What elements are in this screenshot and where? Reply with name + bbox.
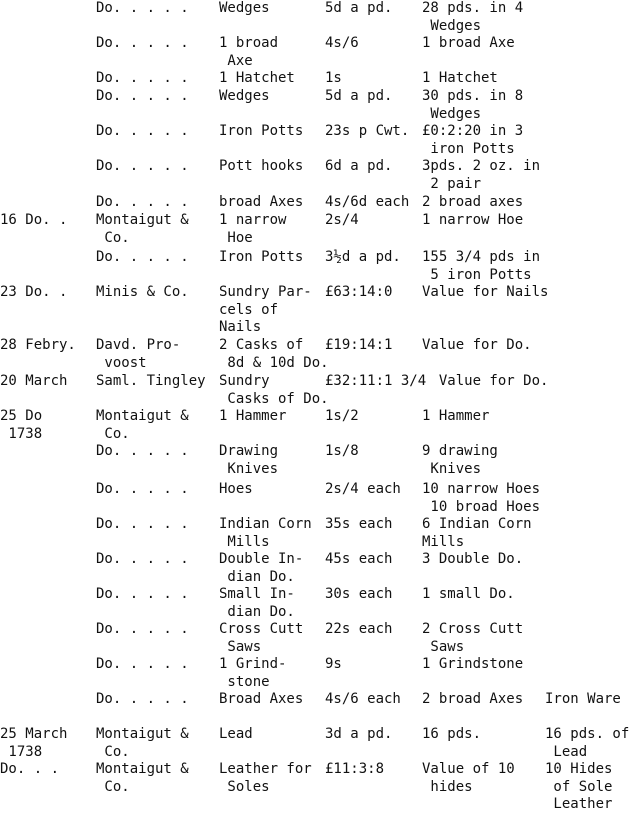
- supplier-cell: [96, 158, 189, 176]
- cell-line: £63:14:0: [325, 284, 393, 300]
- description-cell: [422, 158, 540, 193]
- cell-line: Do. . . . .: [96, 516, 189, 532]
- cell-line: 45s each: [325, 551, 393, 567]
- price-cell: [325, 726, 392, 744]
- cell-line: Cross Cutt: [219, 621, 304, 637]
- cell-line: Do. . . . .: [96, 35, 189, 51]
- price-cell: [325, 373, 426, 391]
- item-cell: [219, 726, 253, 744]
- supplier-cell: [96, 212, 189, 247]
- cell-line: Do. . . . .: [96, 691, 189, 707]
- date-cell: [0, 212, 67, 230]
- cell-line: 30s each: [325, 586, 393, 602]
- price-cell: [325, 0, 392, 18]
- cell-line: Do. . . . .: [96, 481, 189, 497]
- cell-line: Saml. Tingley: [96, 373, 206, 389]
- cell-line: 4s/6d each: [325, 194, 410, 210]
- cell-line: Axe: [219, 52, 253, 69]
- cell-line: £0:2:20 in 3: [422, 123, 524, 139]
- cell-line: 1s/8: [325, 443, 359, 459]
- description-cell: [422, 35, 515, 53]
- cell-line: 155 3/4 pds in: [422, 249, 541, 265]
- cell-line: Mills: [422, 533, 465, 550]
- cell-line: 2 Cross Cutt: [422, 621, 524, 637]
- cell-line: 28 pds. in 4: [422, 0, 524, 16]
- cell-line: Drawing: [219, 443, 279, 459]
- price-cell: [325, 123, 409, 141]
- item-cell: [219, 761, 312, 796]
- cell-line: Hoe: [219, 229, 253, 246]
- cell-line: 3½d a pd.: [325, 249, 401, 265]
- cell-line: Davd. Pro-: [96, 337, 181, 353]
- cell-line: Wedges: [422, 17, 482, 34]
- supplier-cell: [96, 88, 189, 106]
- cell-line: 3 Double Do.: [422, 551, 524, 567]
- item-cell: [219, 70, 295, 88]
- item-cell: [219, 194, 303, 212]
- description-cell: [422, 337, 532, 355]
- cell-line: Sundry Par-: [219, 284, 312, 300]
- supplier-cell: [96, 481, 189, 499]
- cell-line: £11:3:8: [325, 761, 385, 777]
- price-cell: [325, 408, 359, 426]
- cell-line: 1738: [0, 743, 43, 760]
- cell-line: dian Do.: [219, 603, 295, 620]
- cell-line: Do. . . . .: [96, 249, 189, 265]
- price-cell: [325, 35, 359, 53]
- cell-line: 1 Hatchet: [422, 70, 498, 86]
- cell-line: 8d & 10d Do.: [219, 354, 329, 371]
- supplier-cell: [96, 516, 189, 534]
- price-cell: [325, 621, 392, 639]
- price-cell: [325, 443, 359, 461]
- supplier-cell: [96, 373, 206, 391]
- cell-line: Co.: [96, 229, 130, 246]
- cell-line: 28 Febry.: [0, 337, 76, 353]
- price-cell: [325, 761, 384, 779]
- description-cell: [422, 70, 498, 88]
- item-cell: [219, 123, 303, 141]
- cell-line: hides: [422, 778, 473, 795]
- cell-line: Do. . . . .: [96, 88, 189, 104]
- description-cell: [422, 249, 540, 284]
- cell-line: 10 broad Hoes: [422, 498, 541, 515]
- price-cell: [325, 88, 392, 106]
- cell-line: Saws: [219, 638, 262, 655]
- description-cell: [422, 373, 548, 391]
- description-cell: [422, 194, 523, 212]
- cell-line: stone: [219, 673, 270, 690]
- cell-line: 1 broad Axe: [422, 35, 515, 51]
- item-cell: [219, 284, 312, 337]
- cell-line: dian Do.: [219, 568, 295, 585]
- cell-line: cels of: [219, 301, 279, 318]
- cell-line: iron Potts: [422, 140, 515, 157]
- supplier-cell: [96, 70, 189, 88]
- description-cell: [422, 656, 523, 674]
- item-cell: [219, 88, 270, 106]
- cell-line: 3d a pd.: [325, 726, 393, 742]
- cell-line: 22s each: [325, 621, 393, 637]
- cell-line: 1 Grindstone: [422, 656, 524, 672]
- description-cell: [422, 481, 540, 516]
- supplier-cell: [96, 284, 189, 302]
- price-cell: [325, 70, 342, 88]
- price-cell: [325, 586, 392, 604]
- cell-line: Indian Corn: [219, 516, 312, 532]
- supplier-cell: [96, 249, 189, 267]
- cell-line: Iron Potts: [219, 249, 304, 265]
- price-cell: [325, 194, 409, 212]
- cell-line: Wedges: [422, 105, 482, 122]
- cell-line: 1 broad: [219, 35, 279, 51]
- cell-line: Soles: [219, 778, 270, 795]
- cell-line: 9s: [325, 656, 342, 672]
- description-cell: [422, 551, 523, 569]
- date-cell: [0, 373, 67, 391]
- cell-line: Do. . . . .: [96, 621, 189, 637]
- cell-line: Do. . . . .: [96, 443, 189, 459]
- cell-line: Montaigut &: [96, 726, 189, 742]
- description-cell: [422, 443, 498, 478]
- supplier-cell: [96, 35, 189, 53]
- price-cell: [325, 691, 401, 709]
- date-cell: [0, 726, 67, 761]
- cell-line: 1 Hammer: [219, 408, 287, 424]
- description-cell: [422, 0, 523, 35]
- cell-line: Leather: [545, 796, 613, 813]
- cell-line: 1738: [0, 425, 43, 442]
- price-cell: [325, 284, 392, 302]
- cell-line: 2s/4: [325, 212, 359, 228]
- cell-line: Value for Do.: [422, 337, 532, 353]
- item-cell: [219, 337, 329, 372]
- item-cell: [219, 551, 303, 586]
- cell-line: £32:11:1 3/4: [325, 373, 427, 389]
- description-cell: [422, 408, 489, 426]
- item-cell: [219, 373, 329, 408]
- supplier-cell: [96, 337, 180, 372]
- cell-line: Do. . .: [0, 761, 60, 777]
- supplier-cell: [96, 761, 189, 796]
- price-cell: [325, 337, 392, 355]
- cell-line: 10 narrow Hoes: [422, 481, 541, 497]
- cell-line: 23s p Cwt.: [325, 123, 410, 139]
- item-cell: [219, 158, 303, 176]
- supplier-cell: [96, 656, 189, 674]
- item-cell: [219, 586, 295, 621]
- cell-line: Do. . . . .: [96, 656, 189, 672]
- cell-line: 1 Hammer: [422, 408, 490, 424]
- category-cell: [545, 691, 621, 709]
- description-cell: [422, 516, 532, 551]
- cell-line: Co.: [96, 743, 130, 760]
- description-cell: [422, 586, 515, 604]
- cell-line: Iron Ware: [545, 691, 621, 707]
- price-cell: [325, 656, 342, 674]
- item-cell: [219, 621, 303, 656]
- cell-line: 9 drawing: [422, 443, 498, 459]
- cell-line: 5 iron Potts: [422, 266, 532, 283]
- cell-line: Co.: [96, 425, 130, 442]
- cell-line: Pott hooks: [219, 158, 304, 174]
- cell-line: Value of 10: [422, 761, 515, 777]
- price-cell: [325, 516, 392, 534]
- cell-line: 10 Hides: [545, 761, 613, 777]
- cell-line: 2s/4 each: [325, 481, 401, 497]
- cell-line: Saws: [422, 638, 465, 655]
- cell-line: 1s: [325, 70, 342, 86]
- description-cell: [422, 621, 523, 656]
- cell-line: Do. . . . .: [96, 123, 189, 139]
- cell-line: 23 Do. .: [0, 284, 68, 300]
- item-cell: [219, 408, 286, 426]
- description-cell: [422, 123, 523, 158]
- supplier-cell: [96, 586, 189, 604]
- cell-line: 16 pds. of: [545, 726, 630, 742]
- category-cell: [545, 761, 612, 814]
- cell-line: Broad Axes: [219, 691, 304, 707]
- description-cell: [422, 212, 523, 230]
- date-cell: [0, 337, 76, 355]
- cell-line: £19:14:1: [325, 337, 393, 353]
- cell-line: 35s each: [325, 516, 393, 532]
- category-cell: [545, 726, 629, 761]
- cell-line: Value for Nails: [422, 284, 549, 300]
- supplier-cell: [96, 123, 189, 141]
- cell-line: Wedges: [219, 88, 270, 104]
- cell-line: 2 pair: [422, 175, 482, 192]
- cell-line: 1 Grind-: [219, 656, 287, 672]
- cell-line: Lead: [219, 726, 253, 742]
- price-cell: [325, 481, 401, 499]
- description-cell: [422, 88, 523, 123]
- price-cell: [325, 158, 392, 176]
- description-cell: [422, 726, 481, 744]
- item-cell: [219, 35, 278, 70]
- cell-line: Co.: [96, 778, 130, 795]
- supplier-cell: [96, 408, 189, 443]
- date-cell: [0, 761, 59, 779]
- cell-line: Iron Potts: [219, 123, 304, 139]
- cell-line: Nails: [219, 319, 262, 336]
- cell-line: 2 broad Axes: [422, 691, 524, 707]
- item-cell: [219, 656, 286, 691]
- cell-line: Montaigut &: [96, 761, 189, 777]
- cell-line: voost: [96, 354, 147, 371]
- cell-line: 30 pds. in 8: [422, 88, 524, 104]
- cell-line: Minis & Co.: [96, 284, 189, 300]
- cell-line: 6 Indian Corn: [422, 516, 532, 532]
- item-cell: [219, 481, 253, 499]
- price-cell: [325, 249, 401, 267]
- item-cell: [219, 249, 303, 267]
- cell-line: Do. . . . .: [96, 194, 189, 210]
- supplier-cell: [96, 691, 189, 709]
- supplier-cell: [96, 0, 189, 18]
- cell-line: of Sole: [545, 778, 613, 795]
- cell-line: 16 Do. .: [0, 212, 68, 228]
- price-cell: [325, 551, 392, 569]
- supplier-cell: [96, 621, 189, 639]
- cell-line: broad Axes: [219, 194, 304, 210]
- cell-line: 5d a pd.: [325, 88, 393, 104]
- description-cell: [422, 691, 523, 709]
- cell-line: Value for Do.: [422, 373, 549, 389]
- cell-line: Double In-: [219, 551, 304, 567]
- cell-line: Montaigut &: [96, 408, 189, 424]
- cell-line: 3pds. 2 oz. in: [422, 158, 541, 174]
- cell-line: 1s/2: [325, 408, 359, 424]
- cell-line: Do. . . . .: [96, 0, 189, 16]
- cell-line: 1 Hatchet: [219, 70, 295, 86]
- cell-line: 2 Casks of: [219, 337, 304, 353]
- description-cell: [422, 761, 515, 796]
- cell-line: Small In-: [219, 586, 295, 602]
- cell-line: 1 small Do.: [422, 586, 515, 602]
- cell-line: Do. . . . .: [96, 551, 189, 567]
- supplier-cell: [96, 443, 189, 461]
- cell-line: 16 pds.: [422, 726, 482, 742]
- cell-line: Do. . . . .: [96, 586, 189, 602]
- cell-line: Do. . . . .: [96, 158, 189, 174]
- item-cell: [219, 443, 278, 478]
- cell-line: 1 narrow Hoe: [422, 212, 524, 228]
- cell-line: Casks of Do.: [219, 390, 329, 407]
- cell-line: 25 Do: [0, 408, 43, 424]
- date-cell: [0, 284, 67, 302]
- cell-line: 20 March: [0, 373, 68, 389]
- item-cell: [219, 0, 270, 18]
- item-cell: [219, 691, 303, 709]
- supplier-cell: [96, 726, 189, 761]
- description-cell: [422, 284, 548, 302]
- cell-line: 5d a pd.: [325, 0, 393, 16]
- supplier-cell: [96, 551, 189, 569]
- cell-line: Do. . . . .: [96, 70, 189, 86]
- cell-line: Lead: [545, 743, 588, 760]
- cell-line: 6d a pd.: [325, 158, 393, 174]
- cell-line: 4s/6 each: [325, 691, 401, 707]
- cell-line: Wedges: [219, 0, 270, 16]
- cell-line: Knives: [219, 460, 279, 477]
- item-cell: [219, 516, 312, 551]
- cell-line: Mills: [219, 533, 270, 550]
- cell-line: 2 broad axes: [422, 194, 524, 210]
- price-cell: [325, 212, 359, 230]
- item-cell: [219, 212, 286, 247]
- cell-line: Hoes: [219, 481, 253, 497]
- cell-line: Knives: [422, 460, 482, 477]
- cell-line: 4s/6: [325, 35, 359, 51]
- cell-line: Leather for: [219, 761, 312, 777]
- cell-line: 1 narrow: [219, 212, 287, 228]
- cell-line: Montaigut &: [96, 212, 189, 228]
- date-cell: [0, 408, 42, 443]
- supplier-cell: [96, 194, 189, 212]
- cell-line: 25 March: [0, 726, 68, 742]
- cell-line: Sundry: [219, 373, 270, 389]
